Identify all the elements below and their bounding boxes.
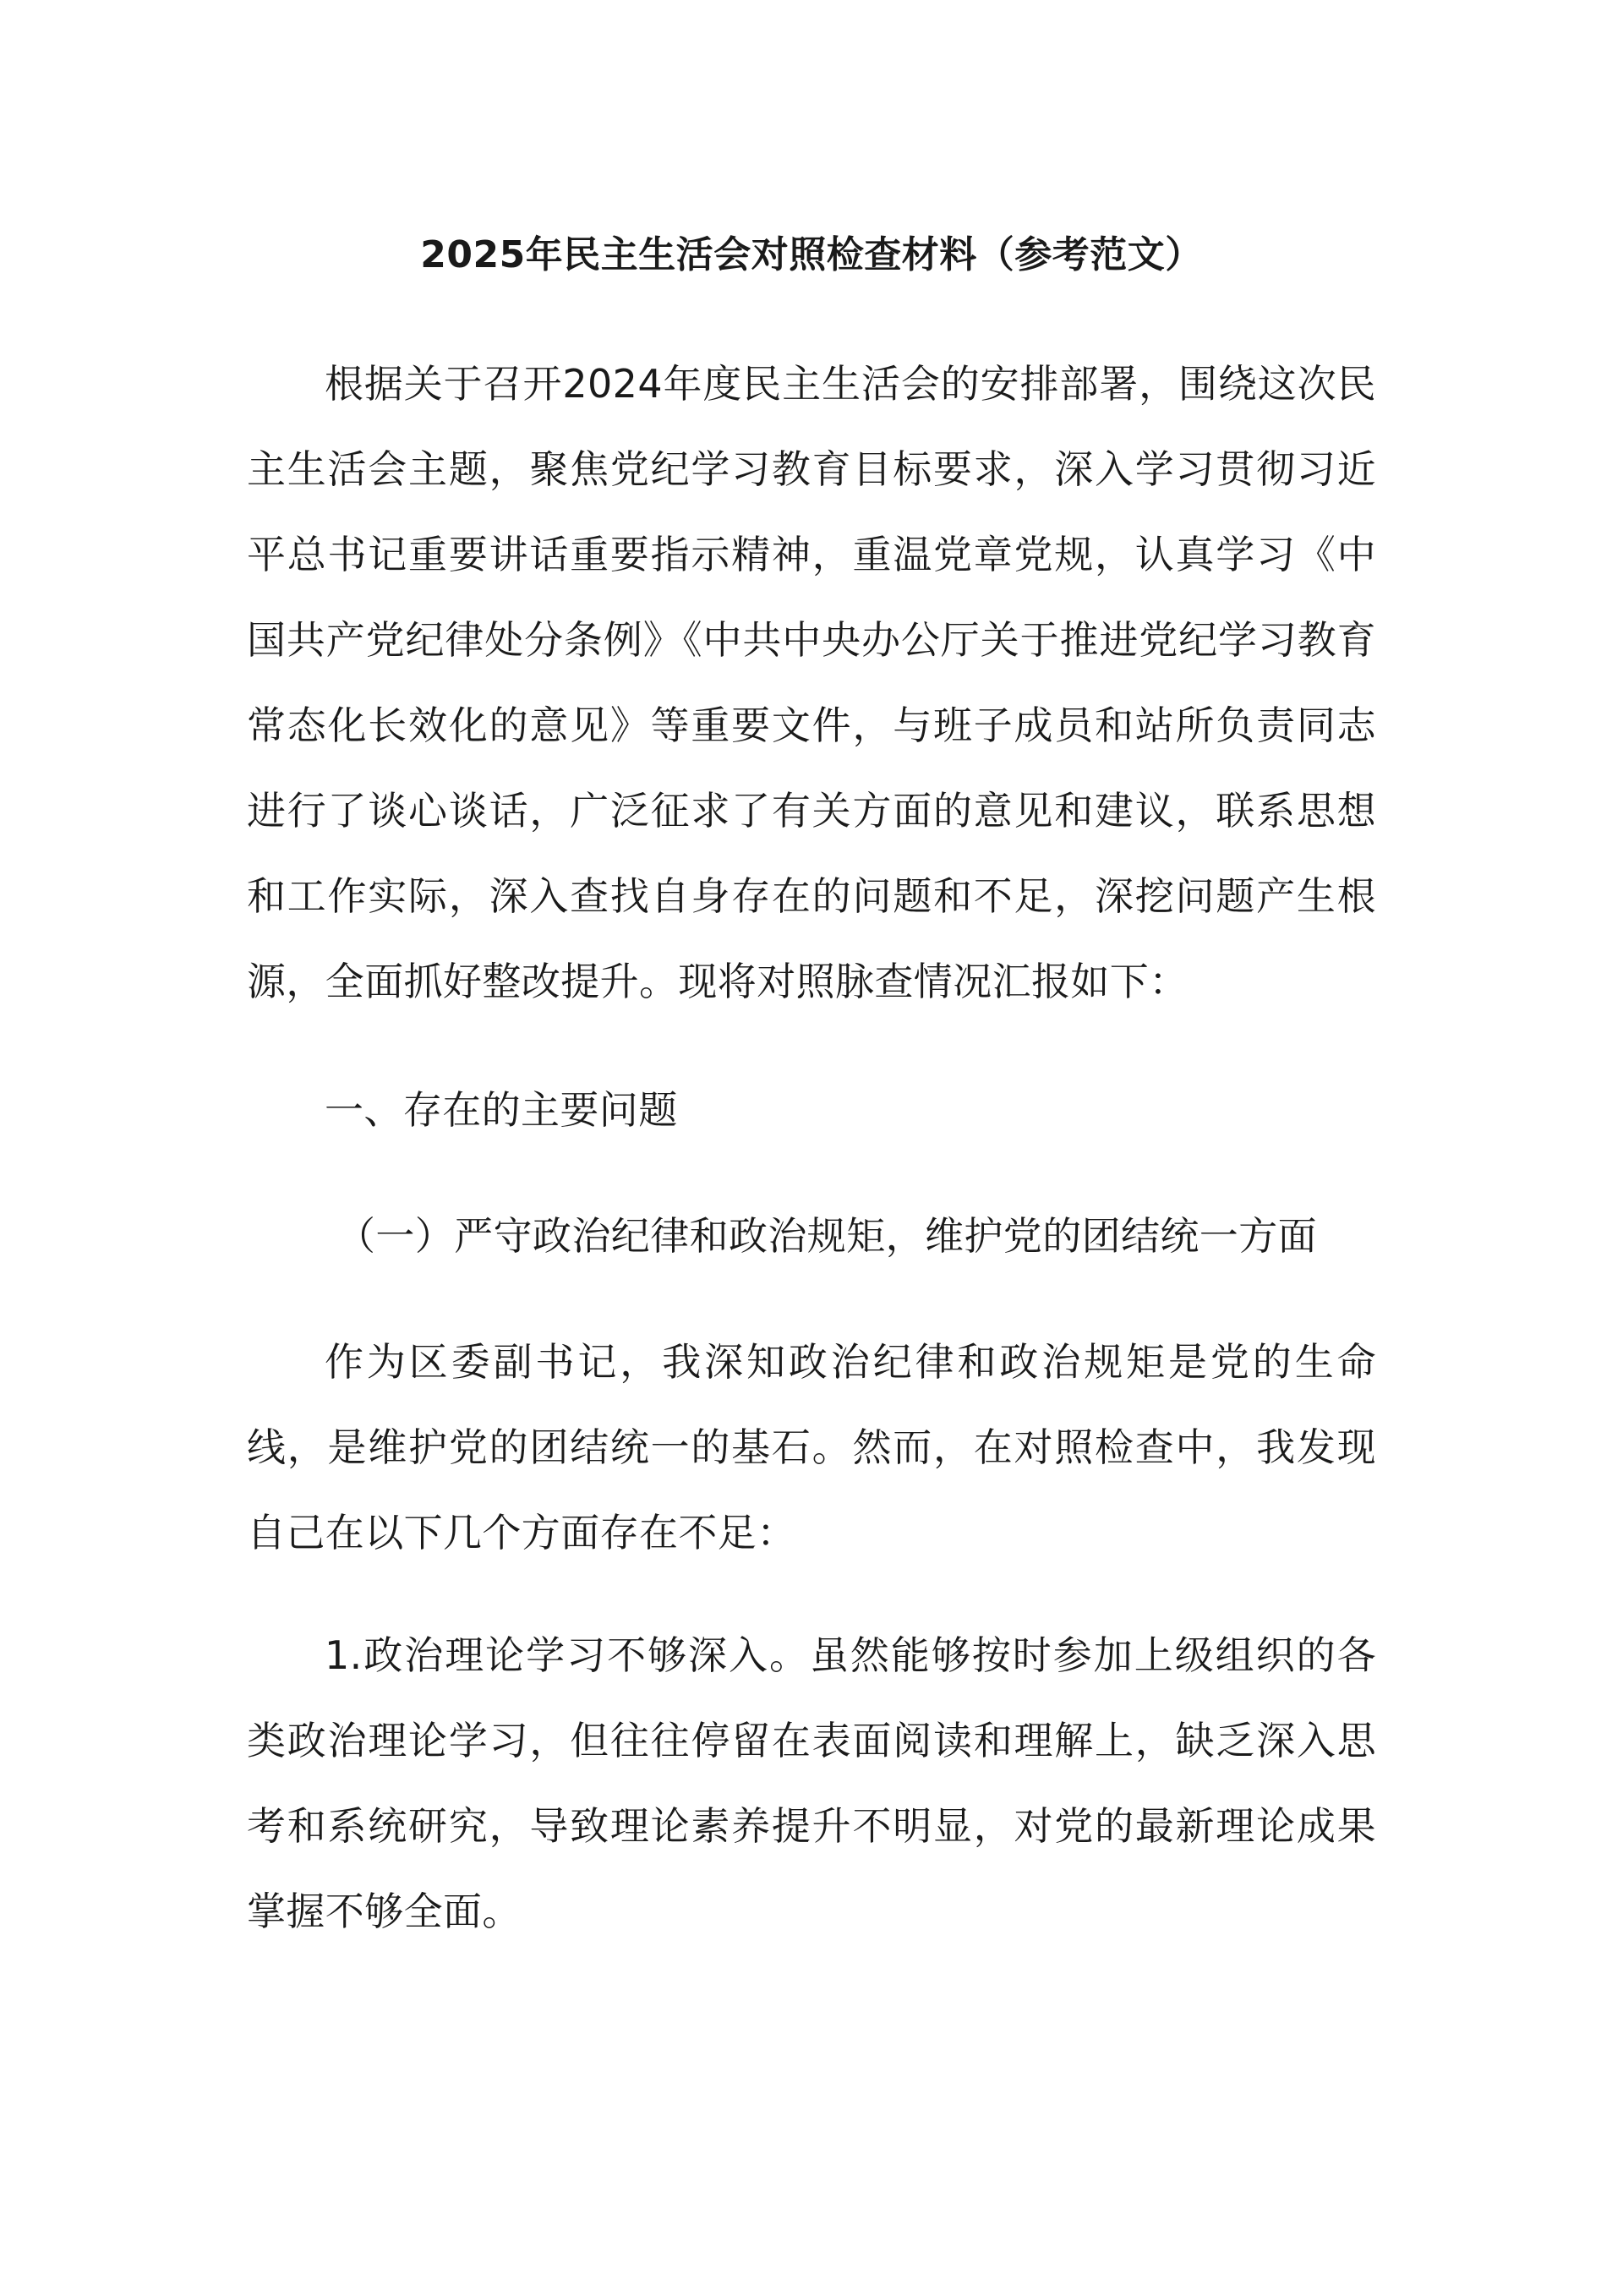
intro-paragraph: 根据关于召开2024年度民主生活会的安排部署，围绕这次民主生活会主题，聚焦党纪学习教育目标要求，深入学习贯彻习近平总书记重要讲话重要指示精神，重温党章党规，认真学习《中国共产党纪律处分条例》《中共中央办公厅关于推进党纪学习教育常态化长效化的意见》等重要文件，与班子成员和站所负责同志进行了谈心谈话，广泛征求了有关方面的意见和建议，联系思想和工作实际，深入查找自身存在的问题和不足，深挖问题产生根源，全面抓好整改提升。现将对照脉查情况汇报如下： bbox=[247, 361, 1376, 1004]
subsection-heading: （一）严守政治纪律和政治规矩，维护党的团结统一方面 bbox=[336, 1213, 1317, 1259]
body-paragraph-2: 1.政治理论学习不够深入。虽然能够按时参加上级组织的各类政治理论学习，但往往停留在表面阅读和理解上，缺乏深入思考和系统研究，导致理论素养提升不明显，对党的最新理论成果掌握不够全面。 bbox=[247, 1632, 1376, 1934]
document-title: 2025年民主生活会对照检查材料（参考范文） bbox=[420, 233, 1203, 276]
section-heading: 一、存在的主要问题 bbox=[325, 1087, 678, 1133]
body-paragraph-1: 作为区委副书记，我深知政治纪律和政治规矩是党的生命线，是维护党的团结统一的基石。然而，在对照检查中，我发现自己在以下几个方面存在不足： bbox=[247, 1339, 1376, 1555]
